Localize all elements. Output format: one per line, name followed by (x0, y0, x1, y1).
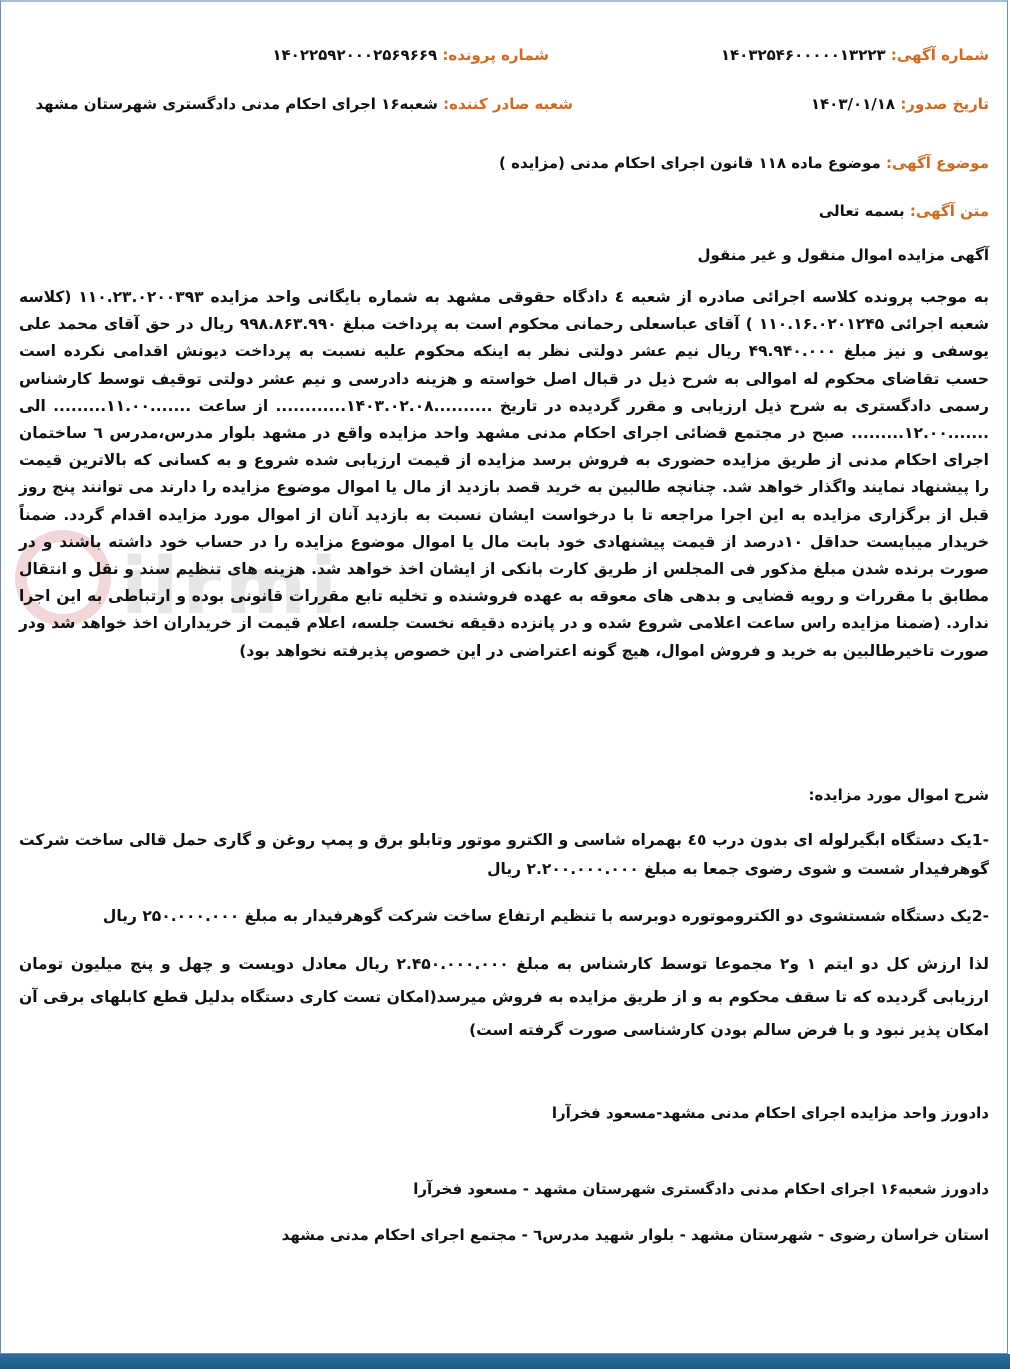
text-row (819, 202, 989, 220)
subject-label: موضوع آگهی: (885, 154, 989, 172)
ad-number-row (721, 46, 989, 64)
issuer-value: شعبه۱۶ اجرای احکام مدنی دادگستری شهرستان مشهد (35, 95, 438, 113)
bottom-bar (0, 1354, 1010, 1369)
issuer-row (35, 95, 573, 113)
file-number-row (272, 46, 549, 64)
subject-value: موضوع ماده ۱۱۸ قانون اجرای احکام مدنی (مزایده ) (499, 154, 881, 172)
main-paragraph: به موجب پرونده کلاسه اجرائی صادره از شعبه ٤ دادگاه حقوقی مشهد به شماره بایگانی واحد مزایده ۱۱۰.۲۳.۰۲۰۰۳۹۳ (کلاسه شعبه اجرائی ۱۱۰.۱۶.۰۲۰۱۲۴۵ ) آقای عباسعلی رحمانی محکوم است به پرداخت مبلغ ۹۹۸.۸۶۳.۹۹۰ ریال در حق آقای محمد علی یوسفی و نیز مبلغ ۴۹.۹۴۰.۰۰۰ ریال نیم عشر دولتی نظر به اینکه محکوم علیه نسبت به پرداخت دیونش اقدامی نکرده است حسب تقاضای محکوم له اموالی به شرح ذیل در قبال اصل خواسته و هزینه دادرسی و نیم عشر دولتی توقیف توسط کارشناس رسمی دادگستری به شرح ذیل ارزیابی و مقرر گردیده در تاریخ ..........۱۴۰۳.۰۲.۰۸............ از ساعت .......۱۱.۰۰......... الی .......۱۲.۰۰......... صبح در مجتمع قضائی اجرای احکام مدنی مشهد واحد مزایده واقع در مشهد بلوار مدرس،مدرس ٦ ساختمان اجرای احکام مدنی از طریق مزایده حضوری به فروش برسد مزایده از قیمت ارزیابی شده شروع و به کسانی که بالاترین قیمت را پیشنهاد نمایند واگذار خواهد شد. چنانچه طالبین به خرید قصد بازدید از مال یا اموال موضوع مزایده را دارند می توانند پنج روز قبل از برگزاری مزایده به این اجرا مراجعه تا با درخواست ایشان نسبت به بازدید آنان از اموال مورد مزایده اقدام گردد. ضمناً خریدار میبایست حداقل ۱۰درصد از قیمت پیشنهادی خود بابت مال یا اموال موضوع مزایده را در حساب خود داشته باشند و در صورت برنده شدن مبلغ مذکور فی المجلس از طریق کارت بانکی از ایشان اخذ خواهد شد. هزینه های تنظیم سند و نقل و انتقال مطابق با مقررات و رویه قضایی و بدهی های معوقه به عهده فروشنده و تخلیه تابع مقررات قانونی بوده و ارتباطی به این اجرا ندارد. (ضمنا مزایده راس ساعت اعلامی شروع شده و در پانزده دقیقه نخست جلسه، اعلام قیمت از خریداران اخذ خواهد شد ودر صورت تاخیرطالبین به خرید و فروش اموال، هیچ گونه اعتراضی در این خصوص پذیرفته نخواهد بود) (19, 288, 989, 660)
signature-2: دادورز شعبه۱۶ اجرای احکام مدنی دادگستری شهرستان مشهد - مسعود فخرآرا (413, 1180, 989, 1198)
issue-date-value: ۱۴۰۳/۰۱/۱۸ (810, 95, 896, 113)
notice-title: آگهی مزایده اموال منقول و غیر منقول (697, 246, 989, 264)
items-heading: شرح اموال مورد مزایده: (808, 786, 989, 804)
text-opening: بسمه تعالی (818, 202, 905, 220)
file-number-value: ۱۴۰۲۲۵۹۲۰۰۰۲۵۶۹۶۶۹ (272, 46, 438, 64)
issue-date-row (811, 95, 989, 113)
item-2: -2یک دستگاه شستشوی دو الکتروموتوره دوبرسه با تنظیم ارتفاع ساخت شرکت گوهرفیدار به مبلغ ۲۵۰.۰۰۰.۰۰۰ ریال (102, 907, 989, 925)
address: استان خراسان رضوی - شهرستان مشهد - بلوار شهید مدرس٦ - مجتمع اجرای احکام مدنی مشهد (281, 1226, 989, 1244)
issuer-label: شعبه صادر کننده: (443, 95, 573, 113)
text-label: متن آگهی: (909, 202, 989, 220)
ad-number-value: ۱۴۰۳۲۵۴۶۰۰۰۰۰۱۳۲۲۳ (720, 46, 886, 64)
item-1: -1یک دستگاه ابگیرلوله ای بدون درب ٤٥ بهمراه شاسی و الکترو موتور وتابلو برق و پمپ روغن و گاری حمل قالی ساخت شرکت گوهرفیدار شست و شوی رضوی جمعا به مبلغ ۲.۲۰۰.۰۰۰.۰۰۰ ریال (19, 831, 989, 878)
issue-date-label: تاریخ صدور: (900, 95, 989, 113)
total-paragraph: لذا ارزش کل دو ایتم ۱ و۲ مجموعا توسط کارشناس به مبلغ ۲.۴۵۰.۰۰۰.۰۰۰ ریال معادل دویست و چهل و پنج میلیون تومان ارزیابی گردیده که تا سقف محکوم به و از طریق مزایده به فروش میرسد(امکان تست کاری دستگاه بدلیل قطع کابلهای برقی آن امکان پذیر نبود و با فرض سالم بودن کارشناسی صورت گرفته است) (19, 955, 989, 1039)
file-number-label: شماره پرونده: (442, 46, 549, 64)
subject-row (499, 154, 989, 172)
signature-1: دادورز واحد مزایده اجرای احکام مدنی مشهد-مسعود فخرآرا (551, 1104, 989, 1122)
watermark: ilrmi (121, 542, 341, 632)
ad-number-label: شماره آگهی: (890, 46, 989, 64)
